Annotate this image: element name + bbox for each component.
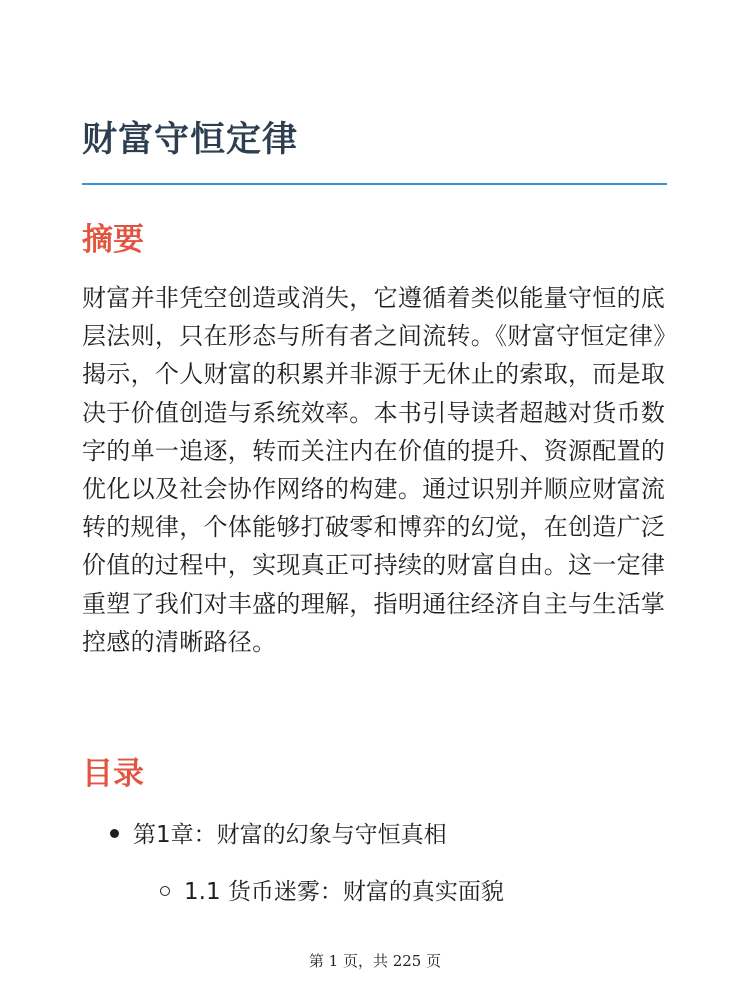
- abstract-heading: 摘要: [82, 222, 144, 258]
- disc-bullet-icon: [110, 829, 119, 838]
- toc-item-label: 1.1 货币迷雾：财富的真实面貌: [184, 879, 504, 905]
- title-divider: [82, 183, 667, 185]
- circle-bullet-icon: [160, 886, 170, 896]
- abstract-body: 财富并非凭空创造或消失，它遵循着类似能量守恒的底层法则，只在形态与所有者之间流转。《财富守恒定律》揭示，个人财富的积累并非源于无休止的索取，而是取决于价值创造与系统效率。本书引导读者超越对货币数字的单一追逐，转而关注内在价值的提升、资源配置的优化以及社会协作网络的构建。通过识别并顺应财富流转的规律，个体能够打破零和博弈的幻觉，在创造广泛价值的过程中，实现真正可持续的财富自由。这一定律重塑了我们对丰盛的理解，指明通往经济自主与生活掌控感的清晰路径。: [82, 284, 666, 656]
- toc-heading: 目录: [82, 756, 144, 792]
- page-title: 财富守恒定律: [82, 120, 299, 160]
- toc-item-label: 第1章：财富的幻象与守恒真相: [133, 822, 447, 848]
- toc-item-chapter-1[interactable]: [110, 818, 447, 852]
- toc-item-section-1-1[interactable]: [160, 875, 504, 909]
- page-number-footer: 第 1 页，共 225 页: [308, 952, 442, 970]
